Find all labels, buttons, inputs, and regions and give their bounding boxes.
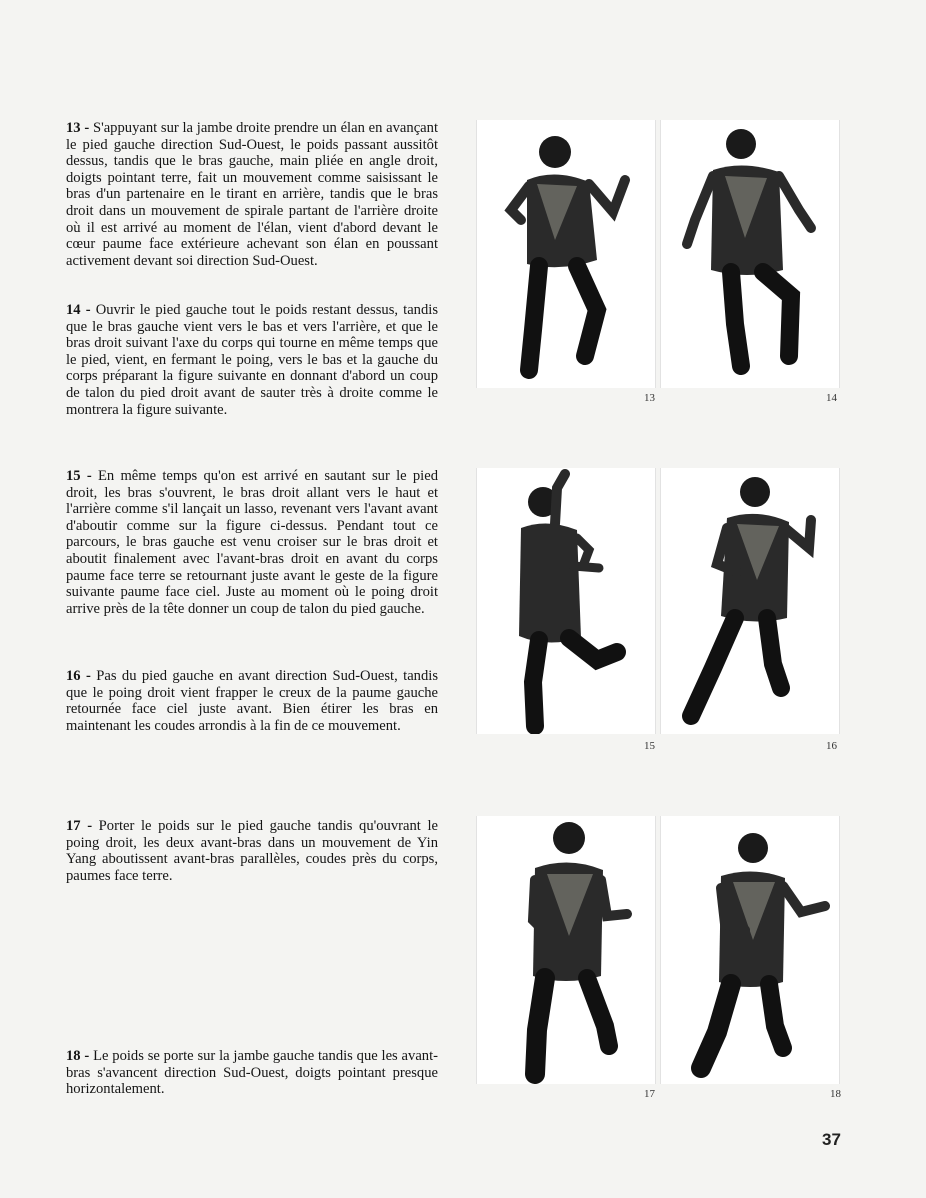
figure-16-photo bbox=[660, 468, 840, 734]
figure-13-caption: 13 bbox=[644, 392, 655, 404]
step-number: 16 - bbox=[66, 668, 91, 684]
figure-15-silhouette bbox=[477, 468, 655, 734]
paragraph-16 bbox=[66, 668, 438, 734]
step-text: S'appuyant sur la jambe droite prendre un élan en avançant le pied gauche direction Sud-Ouest, le poids passant aussitôt dessus, tandis que le bras gauche, main pliée en angle droit, doigts pointant terre, fait un mouvement comme saisissant le bras d'un partenaire en le tirant en arrière, tandis que le bras droit dans un mouvement de spirale partant de l'arrière droite où il est arrivé au moment de l'élan, vient d'abord devant le cœur paume face extérieure achevant son élan en poussant activement devant soi direction Sud-Ouest. bbox=[66, 120, 438, 269]
step-number: 17 - bbox=[66, 818, 93, 834]
paragraph-17 bbox=[66, 818, 438, 884]
step-text: Porter le poids sur le pied gauche tandis qu'ouvrant le poing droit, les deux avant-bras dans un mouvement de Yin Yang aboutissent avant-bras parallèles, coudes près du corps, paumes face terre. bbox=[66, 818, 438, 884]
page-number: 37 bbox=[822, 1130, 841, 1149]
figure-13-silhouette bbox=[477, 120, 655, 388]
figure-17-silhouette bbox=[477, 816, 655, 1084]
paragraph-15 bbox=[66, 468, 438, 617]
figure-16-caption: 16 bbox=[826, 740, 837, 752]
figure-17-photo bbox=[476, 816, 656, 1084]
figure-18-silhouette bbox=[661, 816, 839, 1084]
figure-15-photo bbox=[476, 468, 656, 734]
step-text: Le poids se porte sur la jambe gauche tandis que les avant-bras s'avancent direction Sud-Ouest, doigts pointant presque horizontalement. bbox=[66, 1048, 439, 1098]
figure-17-caption: 17 bbox=[644, 1088, 655, 1100]
figure-14-caption: 14 bbox=[826, 392, 837, 404]
paragraph-14 bbox=[66, 302, 438, 418]
step-text: Pas du pied gauche en avant direction Sud-Ouest, tandis que le poing droit vient frapper le creux de la paume gauche retournée face ciel juste avant. Bien étirer les bras en maintenant les coudes arrondis à la fin de ce mouvement. bbox=[66, 668, 438, 734]
step-text: Ouvrir le pied gauche tout le poids restant dessus, tandis que le bras gauche vient vers le bas et vers l'arrière, et que le bras droit suivant l'axe du corps qui tourne en même temps que le pied, vient, en fermant le poing, vers le bas et la gauche du corps préparant la figure suivante en donnant d'abord un coup de talon du pied droit avant de sauter très à droite comme le montrera la figure suivante. bbox=[66, 302, 438, 418]
step-number: 15 - bbox=[66, 468, 92, 484]
step-number: 14 - bbox=[66, 302, 91, 318]
figure-15-caption: 15 bbox=[644, 740, 655, 752]
figure-14-silhouette bbox=[661, 120, 839, 388]
figure-14-photo bbox=[660, 120, 840, 388]
figure-18-photo bbox=[660, 816, 840, 1084]
step-text: En même temps qu'on est arrivé en sautant sur le pied droit, les bras s'ouvrent, le bras droit allant vers le haut et l'arrière comme s'il lançait un lasso, revenant vers l'avant avant d'aboutir comme sur la figure ci-dessus. Pendant tout ce parcours, le bras gauche est venu croiser sur le bras droit et aboutit finalement avec l'avant-bras droit en avant du corps paume face terre se retournant juste avant le geste de la figure suivante paume face ciel. Juste au moment où le poing droit arrive près de la tête donner un coup de talon du pied gauche. bbox=[66, 468, 438, 617]
paragraph-13 bbox=[66, 120, 438, 269]
step-number: 13 - bbox=[66, 120, 90, 136]
step-number: 18 - bbox=[66, 1048, 90, 1064]
figure-18-caption: 18 bbox=[830, 1088, 841, 1100]
figure-13-photo bbox=[476, 120, 656, 388]
paragraph-18 bbox=[66, 1048, 438, 1098]
figure-16-silhouette bbox=[661, 468, 839, 734]
